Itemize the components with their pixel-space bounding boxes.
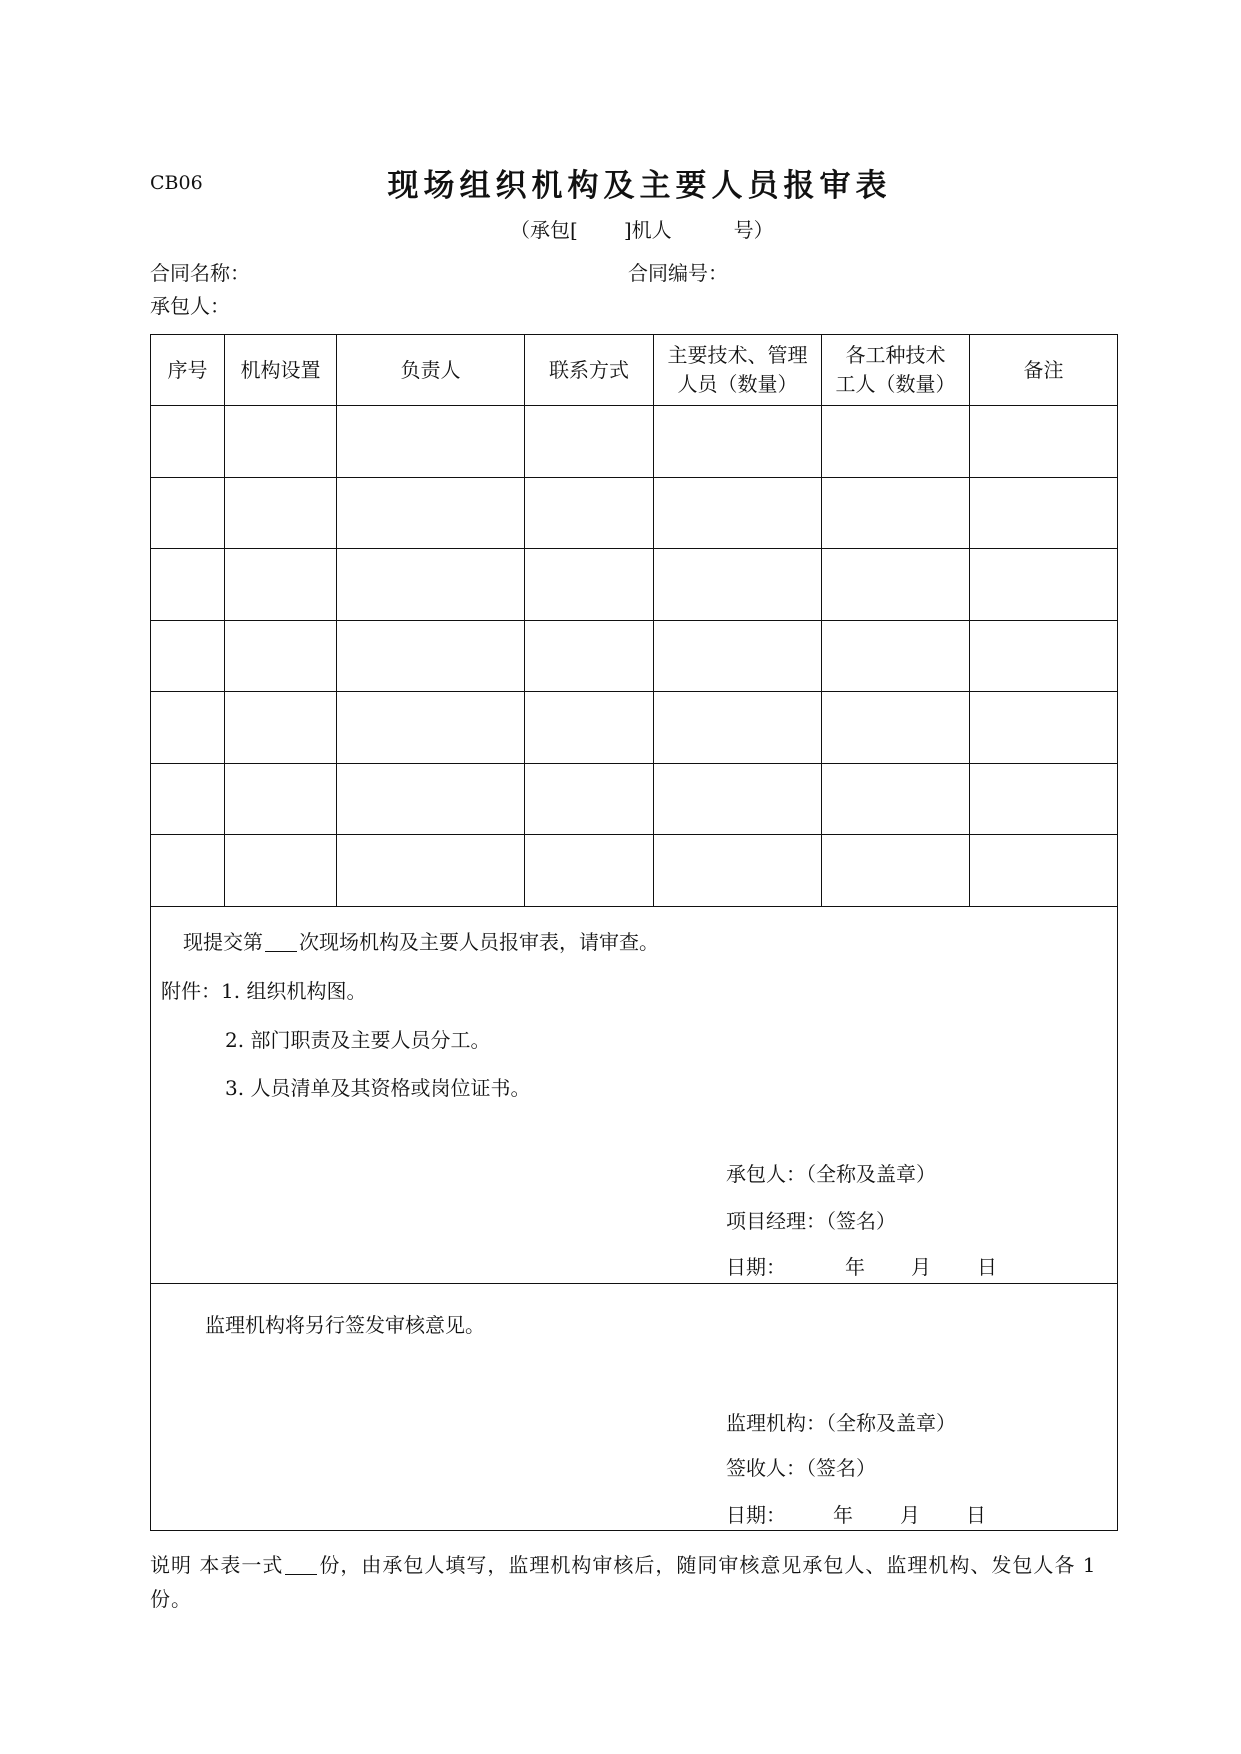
table-cell[interactable] [337,477,525,549]
table-row [151,835,1118,907]
header-workers-line2: 工人（数量） [835,372,956,396]
table-cell[interactable] [337,692,525,764]
table-cell[interactable] [525,549,654,621]
table-cell[interactable] [822,835,970,907]
table-cell[interactable] [654,406,822,478]
table-cell[interactable] [337,406,525,478]
submission-section [150,906,1118,1284]
subtitle-mid: ]机人 [623,218,672,242]
table-cell[interactable] [970,692,1118,764]
header-org: 机构设置 [225,335,337,406]
table-row [151,763,1118,835]
subtitle [510,214,774,243]
copies-blank[interactable] [285,1554,317,1575]
table-cell[interactable] [337,549,525,621]
table-row [151,692,1118,764]
table-cell[interactable] [970,549,1118,621]
submission-line-before: 现提交第 [183,930,263,954]
attachment-item: 3. 人员清单及其资格或岗位证书。 [225,1076,531,1100]
table-cell[interactable] [654,835,822,907]
table-row [151,549,1118,621]
header-tech-staff-line2: 人员（数量） [677,372,798,396]
table-cell[interactable] [822,406,970,478]
table-cell[interactable] [654,620,822,692]
table-cell[interactable] [970,406,1118,478]
table-cell[interactable] [822,692,970,764]
header-tech-staff-line1: 主要技术、管理 [667,343,808,367]
submission-date-label: 日期： [726,1255,786,1279]
table-cell[interactable] [151,763,225,835]
contractor-label: 承包人： [150,294,230,318]
submission-date-month: 月 [911,1255,931,1279]
supervision-date-day: 日 [966,1503,986,1527]
table-cell[interactable] [970,763,1118,835]
header-tech-staff [654,335,822,406]
table-cell[interactable] [225,477,337,549]
table-cell[interactable] [970,477,1118,549]
table-cell[interactable] [654,549,822,621]
table-cell[interactable] [151,549,225,621]
page-title: 现场组织机构及主要人员报审表 [387,168,892,204]
table-cell[interactable] [654,763,822,835]
table-cell[interactable] [225,692,337,764]
table-cell[interactable] [225,620,337,692]
attachment-item: 1. 组织机构图。 [221,979,367,1003]
table-cell[interactable] [654,477,822,549]
supervision-date-label: 日期： [726,1503,786,1527]
header-workers-line1: 各工种技术 [845,343,946,367]
supervision-date-month: 月 [900,1503,920,1527]
header-remarks: 备注 [970,335,1118,406]
table-cell[interactable] [525,763,654,835]
table-cell[interactable] [225,549,337,621]
subtitle-end: 号） [733,218,774,242]
table-cell[interactable] [337,763,525,835]
footnote [150,1548,1125,1616]
header-leader: 负责人 [337,335,525,406]
table-row [151,477,1118,549]
table-cell[interactable] [525,477,654,549]
table-cell[interactable] [151,835,225,907]
table-cell[interactable] [970,835,1118,907]
table-cell[interactable] [337,620,525,692]
table-cell[interactable] [525,835,654,907]
footnote-before: 说明 本表一式 [150,1553,284,1577]
table-cell[interactable] [822,620,970,692]
contract-name-label: 合同名称： [150,261,250,285]
table-cell[interactable] [225,406,337,478]
supervision-org-signature: 监理机构：（全称及盖章） [726,1411,956,1435]
table-cell[interactable] [822,477,970,549]
subtitle-open: （承包[ [510,218,578,242]
submission-date-year: 年 [845,1255,865,1279]
table-cell[interactable] [151,406,225,478]
pm-signature: 项目经理：（签名） [726,1209,896,1233]
header-workers [822,335,970,406]
table-cell[interactable] [525,620,654,692]
table-cell[interactable] [225,835,337,907]
table-cell[interactable] [654,692,822,764]
submission-date-day: 日 [977,1255,997,1279]
header-seq: 序号 [151,335,225,406]
table-cell[interactable] [151,692,225,764]
table-cell[interactable] [822,549,970,621]
contractor-signature: 承包人：（全称及盖章） [726,1162,936,1186]
footnote-after: 份，由承包人填写，监理机构审核后，随同审核意见承包人、监理机构、发包人各 1 份。 [150,1553,1097,1611]
table-cell[interactable] [525,692,654,764]
times-blank[interactable] [265,931,297,952]
attachment-item: 2. 部门职责及主要人员分工。 [225,1028,491,1052]
contract-no-label: 合同编号： [628,261,728,285]
submission-line-after: 次现场机构及主要人员报审表，请审查。 [299,930,659,954]
table-cell[interactable] [525,406,654,478]
table-cell[interactable] [970,620,1118,692]
supervision-date-year: 年 [833,1503,853,1527]
attachments-label: 附件： [161,979,221,1003]
personnel-table [150,334,1118,907]
submission-line [183,926,659,955]
form-code: CB06 [150,172,203,194]
table-cell[interactable] [151,620,225,692]
table-cell[interactable] [151,477,225,549]
supervision-text: 监理机构将另行签发审核意见。 [205,1313,485,1337]
table-header-row [151,335,1118,406]
receiver-signature: 签收人：（签名） [726,1456,876,1480]
table-row [151,620,1118,692]
supervision-section [150,1283,1118,1531]
table-cell[interactable] [337,835,525,907]
table-row [151,406,1118,478]
header-contact: 联系方式 [525,335,654,406]
table-cell[interactable] [225,763,337,835]
table-cell[interactable] [822,763,970,835]
attachments-line [161,975,366,1004]
